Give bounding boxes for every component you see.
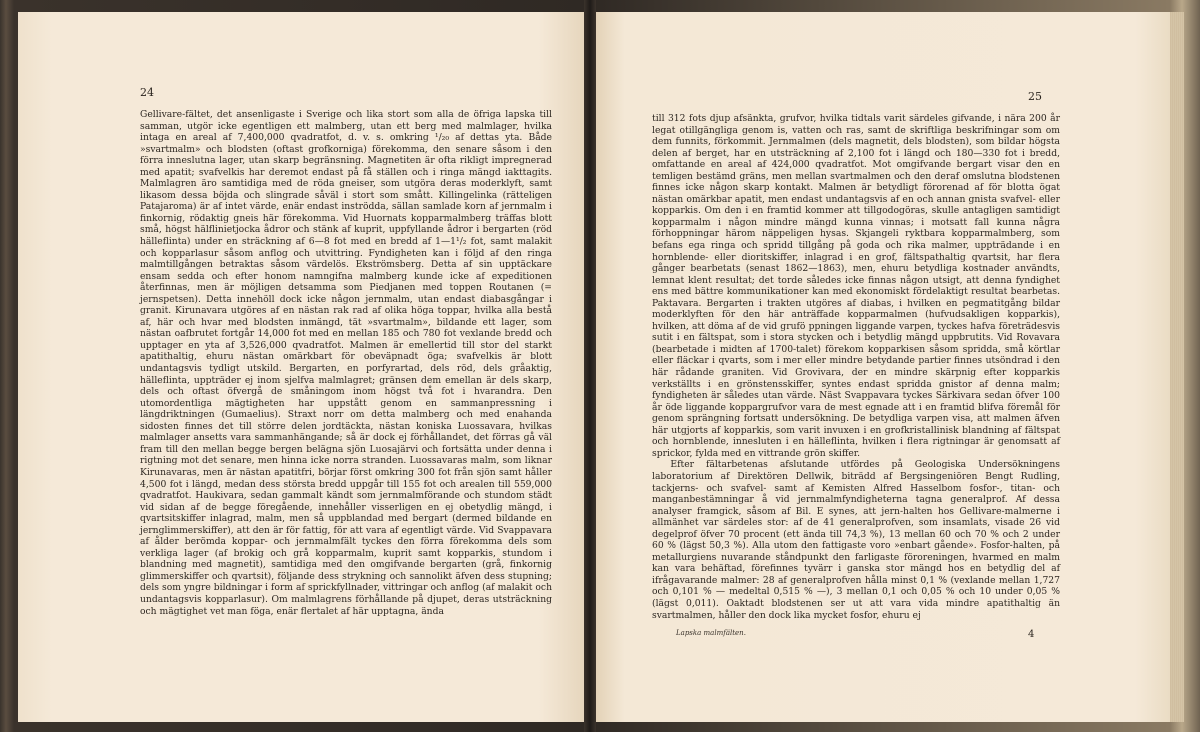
book-binding (584, 0, 596, 732)
page-edges (1170, 12, 1184, 722)
right-page-text (652, 113, 1060, 621)
page-number-right: 25 (1028, 90, 1042, 103)
page-number-left: 24 (140, 86, 154, 99)
left-page-text (140, 109, 552, 617)
right-page (596, 12, 1170, 722)
signature-mark: 4 (1028, 629, 1035, 640)
right-paragraph-1: till 312 fots djup afsänkta, grufvor, hvilka tidtals varit särdeles gifvande, i nära 200 år legat otillgängliga genom is, vatten och ras, samt de skriftliga beskrifningar som om dem funnits, förkommit. Jernmalmen (dels magnetit, dels blodsten), som bildar högsta delen af berget, har en utsträckning af 2,100 fot i längd och 180—330 fot i bredd, omfattande en areal af 424,000 qvadratfot. Mot omgifvande bergart visar den en temligen bestämd gräns, men mellan svartmalmen och den deraf omslutna blodstenen finnes icke någon skarp kontakt. Malmen är betydligt förorenad af för blotta ögat nästan omärkbar apatit, men endast undantagsvis af en och annan gnista svafvel- eller kopparkis. Om den i en framtid kommer att tillgodogöras, skulle antagligen samtidigt kopparmalm i någon mindre mängd kunna vinnas; i motsatt fall kunna några förhoppningar härom näppeligen hysas. Skjangeli ryktbara kopparmalmberg, som befans ega ringa och spridd tillgång på goda och rika malmer, uppträdande i en hornblende- eller dioritskiffer, inlagrad i en grof, fältspathaltig qvartsit, har flera gånger bearbetats (senast 1862—1863), men, ehuru betydliga kostnader användts, lemnat klent resultat; det torde således icke finnas någon utsigt, att denna fyndighet ens med bättre kommunikationer kan med ekonomiskt fördelaktigt resultat bearbetas. Paktavara. Bergarten i trakten utgöres af diabas, i hvilken en pegmatitgång bildar moderklyften för den här anträffade kopparmalmen (hufvudsakligen kopparkis), hvilken, att döma af de vid grufö ppningen liggande varpen, tyckes hafva företrädesvis sutit i en fältspat, som i stora stycken och i betydlig mängd uppbrutits. Vid Rovavara (bearbetade i midten af 1700-talet) förekom kopparkisen såsom spridda, små körtlar eller fläckar i qvarts, som i mer eller mindre betydande partier finnes utsöndrad i den här rådande graniten. Vid Grovivara, der en mindre skärpnig efter kopparkis verkställts i en grönstensskiffer, syntes endast spridda gnistor af denna malm; fyndigheten är således utan värde. Näst Svappavara tyckes Särkivara sedan öfver 100 år öde liggande koppargrufvor vara de mest egnade att i en framtid blifva föremål för genom sprängning fortsatt undersökning. De betydliga varpen visa, att malmen äfven här utgjorts af kopparkis, som varit invuxen i en grofkristallinisk blandning af fältspat och hornblende, innesluten i en hälleflinta, hvilken i flera rigtningar är genomsatt af sprickor, fylda med en vittrande grön skiffer. (652, 113, 1060, 459)
signature-line: Lapska malmfälten. (676, 629, 746, 637)
left-page (18, 12, 584, 722)
left-paragraph: Gellivare-fältet, det ansenligaste i Sverige och lika stort som alla de öfriga lapska till samman, utgör icke egentligen ett malmberg, utan ett berg med malmlager, hvilka intaga en areal af 7,400,000 qvadratfot, d. v. s. omkring ¹/₂₀ af dettas yta. Både »svartmalm» och blodsten (oftast grofkorniga) förekomma, den senare såsom i den förra inneslutna lager, utan skarp begränsning. Magnetiten är ofta rikligt impregnerad med apatit; svafvelkis har deremot endast på få ställen och i ringa mängd iakttagits. Malmlagren äro samtidiga med de röda gneiser, som utgöra deras moderklyft, samt likasom dessa böjda och slingrade såväl i stort som smått. Killingelinka (rätteligen Patajaroma) är af intet värde, enär endast inströdda, sällan samlade korn af jernmalm i finkornig, rödaktig gneis här förekomma. Vid Huornats kopparmalmberg träffas blott små, högst hälflinietjocka ådror och stänk af kuprit, uppfyllande ådror i bergarten (röd hälleflinta) under en sträckning af 6—8 fot med en bredd af 1—1¹/₂ fot, samt malakit och kopparlasur såsom anflog och utvittring. Fyndigheten kan i följd af den ringa malmtillgången betraktas såsom värdelös. Ekströmsberg. Detta af sin upptäckare ensam sedda och efter honom namngifna malmberg kunde icke af expeditionen återfinnas, men är möjligen detsamma som Piedjanen med toppen Routanen (= jernspetsen). Detta innehöll dock icke någon jernmalm, utan endast diabasgångar i granit. Kirunavara utgöres af en nästan rak rad af olika höga toppar, hvilka alla bestå af, här och hvar med blodsten inmängd, tät »svartmalm», bildande ett lager, som nästan oafbrutet fortgår 14,000 fot med en mellan 185 och 780 fot vexlande bredd och upptager en yta af 3,526,000 qvadratfot. Malmen är emellertid till stor del starkt apatithaltig, ehuru nästan omärkbart för obeväpnadt öga; svafvelkis är blott undantagsvis tydligt utskild. Bergarten, en porfyrartad, dels röd, dels gråaktig, hälleflinta, uppträder ej inom sjelfva malmlagret; gränsen dem emellan är dels skarp, dels och oftast öfvergå de småningom inom högst två fot i hvarandra. Den utomordentliga mägtigheten har uppstått genom en sammanpressning i längdriktningen (Gumaelius). Straxt norr om detta malmberg och med enahanda sidosten finnes det till större delen jordtäckta, nästan koniska Luossavara, hvilkas malmlager ansetts vara sammanhängande; så är dock ej förhållandet, det förras gå väl fram till den mellan begge bergen belägna sjön Luosajärvi och fortsätta under denna i rigtning mot det senare, men hinna icke norra stranden. Luossavaras malm, som liknar Kirunavaras, men är nästan apatitfri, börjar först omkring 300 fot från sjön samt håller 4,500 fot i längd, medan dess största bredd uppgår till 155 fot och arealen till 559,000 qvadratfot. Haukivara, sedan gammalt kändt som jernmalmförande och stundom städt vid sidan af de begge föregående, innehåller visserligen en ej obetydlig mängd, i qvartsitskiffer inlagrad, malm, men så uppblandad med bergart (dermed bildande en jernglimmerskiffer), att den är för fattig, för att vara af egentligt värde. Vid Svappavara af ålder berömda koppar- och jernmalmfält tyckes den förra förekomma dels som verkliga lager (af brokig och grå kopparmalm, kuprit samt kopparkis, stundom i blandning med magnetit), samtidiga med den omgifvande bergarten (grå, finkornig glimmerskiffer och qvartsit), följande dess strykning och sannolikt äfven dess stupning; dels som yngre bildningar i form af sprickfyllnader, vittringar och anflog (af malakit och undantagsvis kopparlasur). Om malmlagrens förhållande på djupet, deras utsträckning och mägtighet vet man föga, enär flertalet af här upptagna, ända (140, 109, 552, 617)
right-paragraph-2: Efter fältarbetenas afslutande utfördes på Geologiska Undersökningens laboratorium af Direktören Dellwik, biträdd af Bergsingeniören Bengt Rudling, tackjerns- och svafvel- samt af Kemisten Alfred Hasselbom fosfor-, titan- och manganbestämningar å vid jernmalmfyndigheterna tagna generalprof. Af dessa analyser framgick, såsom af Bil. E synes, att jern-halten hos Gellivare-malmerne i allmänhet var särdeles stor: af de 41 generalprofven, som insamlats, visade 26 vid degelprof öfver 70 procent (ett ända till 74,3 %), 13 mellan 60 och 70 % och 2 under 60 % (lägst 50,3 %). Alla utom den fattigaste voro »enbart gående». Fosfor-halten, på metallurgiens nuvarande ståndpunkt den farligaste föroreningen, hvarmed en malm kan vara behäftad, förefinnes tyvärr i ganska stor mängd hos en betydlig del af ifrågavarande malmer: 28 af generalprofven hålla minst 0,1 % (vexlande mellan 1,727 och 0,101 % — medeltal 0,515 % —), 3 mellan 0,1 och 0,05 % och 10 under 0,05 % (lägst 0,011). Oaktadt blodstenen ser ut att vara vida mindre apatithaltig än svartmalmen, håller den dock lika mycket fosfor, ehuru ej (652, 459, 1060, 621)
